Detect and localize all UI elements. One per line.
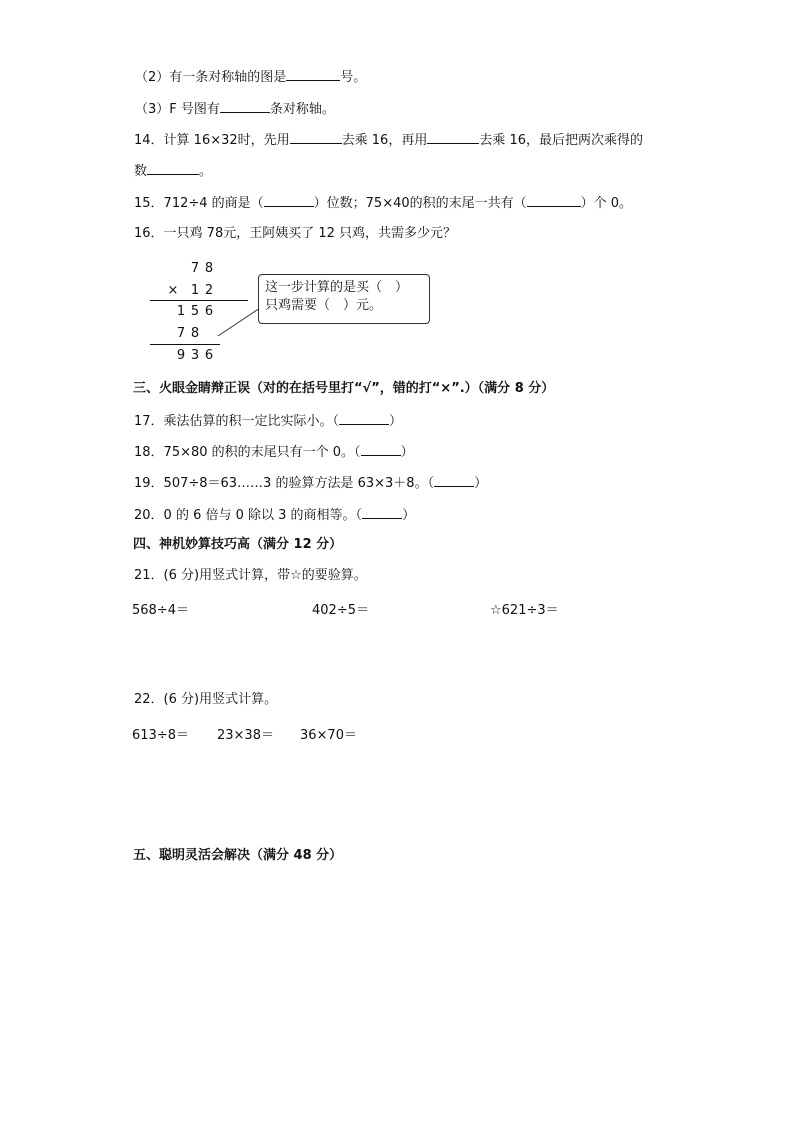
q13-part3: （3）F 号图有 条对称轴。 (135, 102, 335, 117)
q20: 20．0 的 6 倍与 0 除以 3 的商相等。（ ） (134, 508, 416, 523)
answer-blank[interactable] (264, 194, 314, 207)
answer-blank[interactable] (220, 100, 270, 113)
q18: 18．75×80 的积的末尾只有一个 0。（ ） (134, 445, 414, 460)
q15: 15．712÷4 的商是（ ）位数；75×40的积的末尾一共有（ ）个 0。 (134, 196, 633, 211)
q13-part2: （2）有一条对称轴的图是 号。 (135, 70, 367, 85)
q21-expr-2: 402÷5＝ (312, 603, 369, 618)
q17: 17．乘法估算的积一定比实际小。（ ） (134, 414, 403, 429)
q22-expr-1: 613÷8＝ (132, 728, 189, 743)
q22-expr-2: 23×38＝ (217, 728, 274, 743)
q14-line2: 数 。 (134, 164, 213, 179)
callout-bubble: 这一步计算的是买（ ） 只鸡需要（ ）元。 (258, 274, 430, 324)
answer-blank[interactable] (427, 131, 479, 144)
q14-line1: 14．计算 16×32时，先用 去乘 16，再用 去乘 16，最后把两次乘得的 (134, 133, 644, 148)
q22-expr-3: 36×70＝ (300, 728, 357, 743)
q21-expr-1: 568÷4＝ (132, 603, 189, 618)
answer-blank[interactable] (434, 474, 474, 487)
q22-text: 22．(6 分)用竖式计算。 (134, 692, 278, 707)
vertical-multiplication: 7 8 × 1 2 1 5 6 7 8 9 3 6 这一步计算的是买（ ） 只鸡需要（ ）元。 (148, 258, 438, 370)
answer-blank[interactable] (362, 506, 402, 519)
answer-blank[interactable] (339, 412, 389, 425)
answer-blank[interactable] (286, 68, 340, 81)
answer-blank[interactable] (147, 162, 199, 175)
q21-expr-3: ☆621÷3＝ (490, 603, 559, 618)
q19: 19．507÷8＝63……3 的验算方法是 63×3＋8。（ ） (134, 476, 488, 491)
q16-text: 16．一只鸡 78元，王阿姨买了 12 只鸡，共需多少元？ (134, 226, 457, 241)
answer-blank[interactable] (361, 443, 401, 456)
answer-blank[interactable] (290, 131, 342, 144)
answer-blank[interactable] (527, 194, 581, 207)
section-5-title: 五、聪明灵活会解决（满分 48 分） (133, 848, 343, 863)
q21-text: 21．(6 分)用竖式计算，带☆的要验算。 (134, 568, 367, 583)
section-3-title: 三、火眼金睛辩正误（对的在括号里打“√”，错的打“×”.）（满分 8 分） (133, 381, 555, 396)
section-4-title: 四、神机妙算技巧高（满分 12 分） (133, 537, 343, 552)
multiply-sign: × (167, 283, 179, 298)
